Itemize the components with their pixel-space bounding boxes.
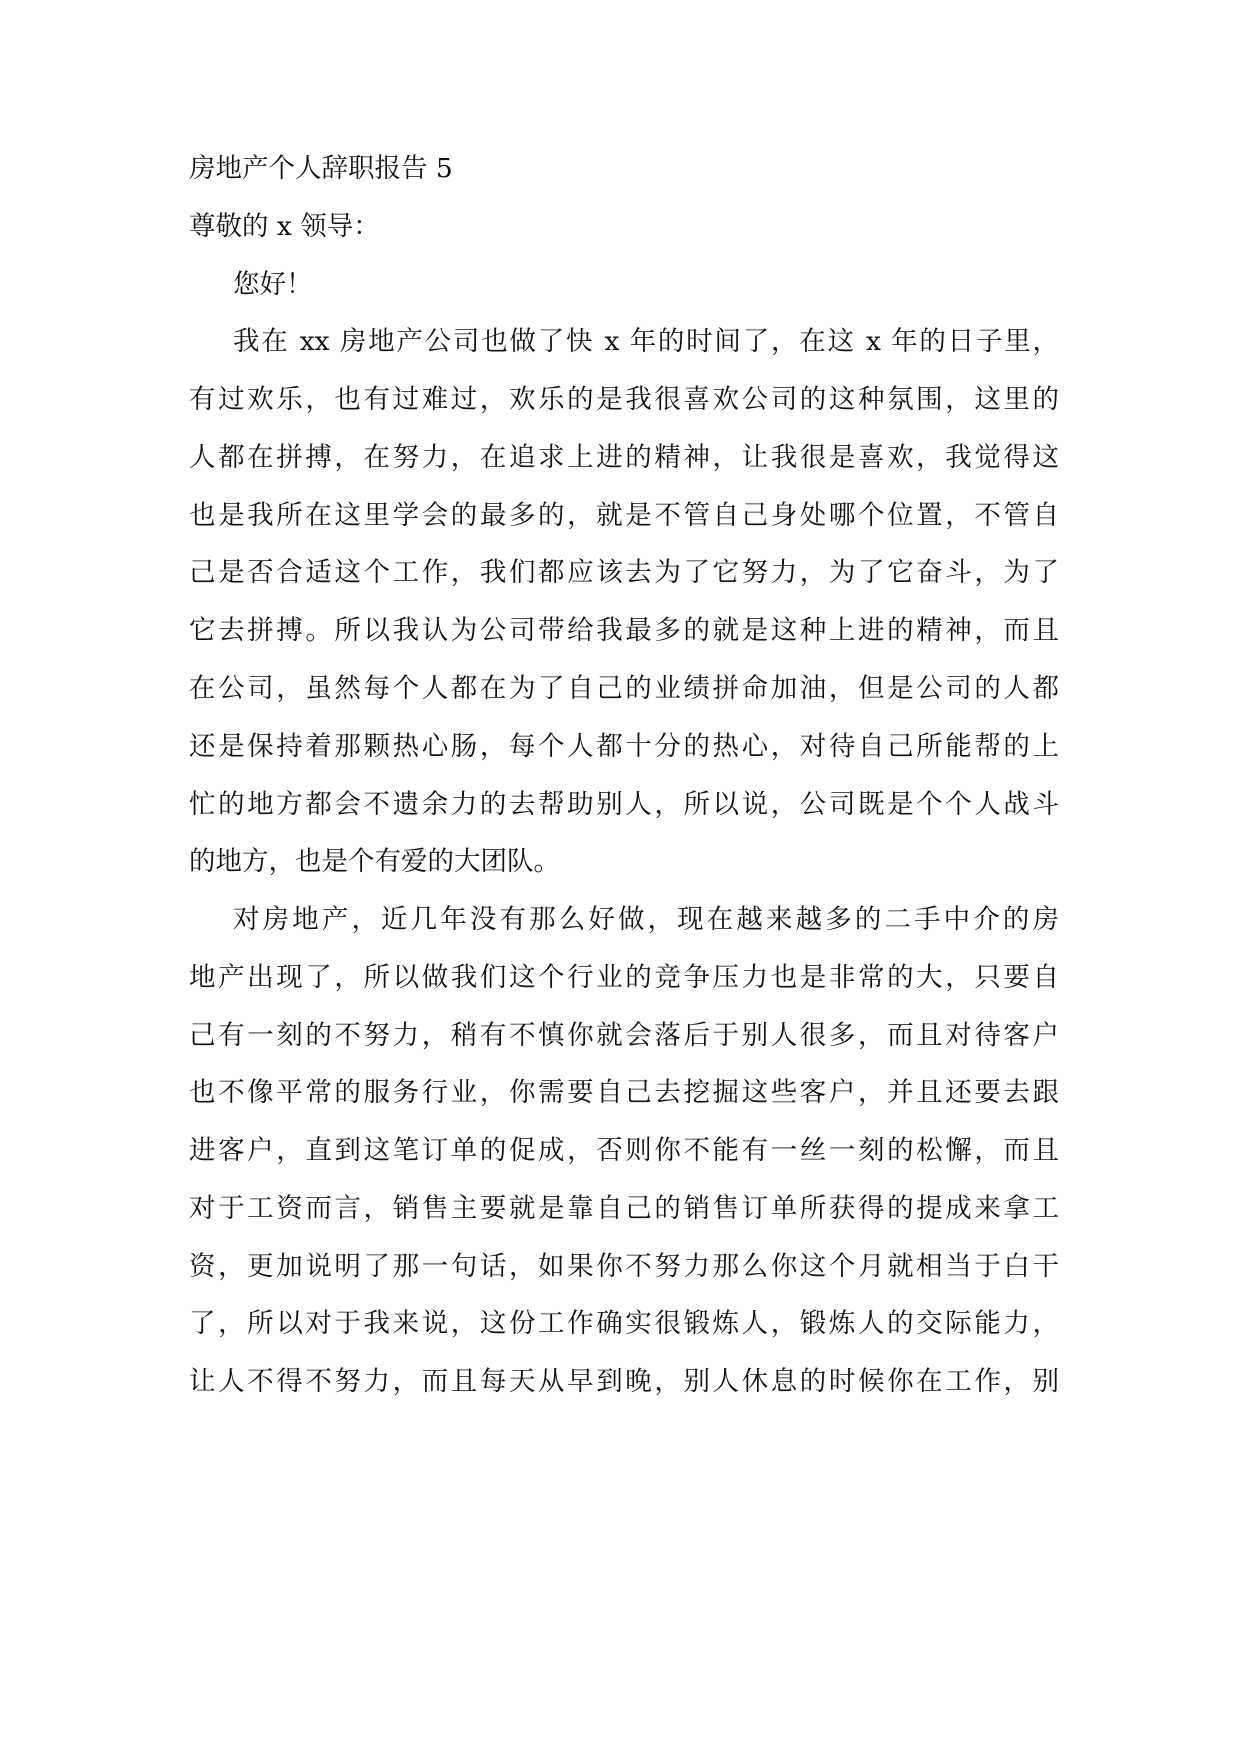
paragraph-2-line: 也不像平常的服务行业，你需要自己去挖掘这些客户，并且还要去跟 [189,1077,1059,1108]
paragraph-2-line: 资，更加说明了那一句话，如果你不努力那么你这个月就相当于白干 [189,1251,1059,1282]
paragraph-1-line: 忙的地方都会不遗余力的去帮助别人，所以说，公司既是个个人战斗 [189,789,1059,820]
paragraph-1-line: 的地方，也是个有爱的大团队。 [189,846,560,877]
paragraph-2-line: 己有一刻的不努力，稍有不慎你就会落后于别人很多，而且对待客户 [189,1020,1059,1051]
paragraph-1-line: 它去拼搏。所以我认为公司带给我最多的就是这种上进的精神，而且 [189,615,1059,646]
paragraph-2-line: 让人不得不努力，而且每天从早到晚，别人休息的时候你在工作，别 [189,1366,1059,1397]
salutation: 尊敬的 x 领导： [189,211,380,242]
paragraph-1-line: 还是保持着那颗热心肠，每个人都十分的热心，对待自己所能帮的上 [189,731,1059,762]
paragraph-2-line: 对于工资而言，销售主要就是靠自己的销售订单所获得的提成来拿工 [189,1193,1059,1224]
paragraph-1-line: 己是否合适这个工作，我们都应该去为了它努力，为了它奋斗，为了 [189,557,1059,588]
paragraph-2-line: 进客户，直到这笔订单的促成，否则你不能有一丝一刻的松懈，而且 [189,1135,1059,1166]
paragraph-1-line: 在公司，虽然每个人都在为了自己的业绩拼命加油，但是公司的人都 [189,673,1059,704]
paragraph-2-line: 对房地产，近几年没有那么好做，现在越来越多的二手中介的房 [233,904,1059,935]
paragraph-1-line: 也是我所在这里学会的最多的，就是不管自己身处哪个位置，不管自 [189,500,1059,531]
paragraph-1-line: 有过欢乐，也有过难过，欢乐的是我很喜欢公司的这种氛围，这里的 [189,384,1059,415]
paragraph-2-line: 地产出现了，所以做我们这个行业的竞争压力也是非常的大，只要自 [189,962,1059,993]
greeting: 您好！ [233,269,313,300]
paragraph-2-line: 了，所以对于我来说，这份工作确实很锻炼人，锻炼人的交际能力， [189,1308,1059,1339]
paragraph-1-line: 我在 xx 房地产公司也做了快 x 年的时间了，在这 x 年的日子里， [233,326,1059,357]
paragraph-1-line: 人都在拼搏，在努力，在追求上进的精神，让我很是喜欢，我觉得这 [189,442,1059,473]
document-title: 房地产个人辞职报告 5 [189,153,453,184]
